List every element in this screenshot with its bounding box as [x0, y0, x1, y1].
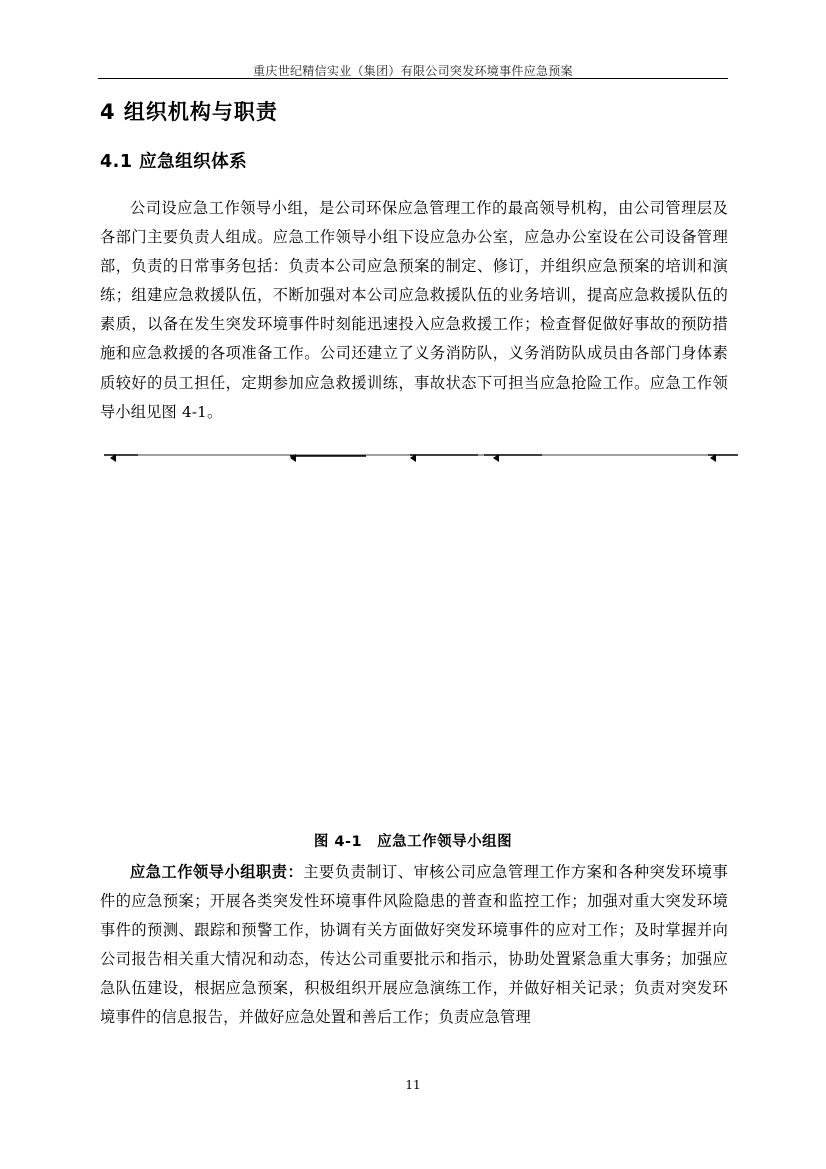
- figure-caption: 图 4-1 应急工作领导小组图: [313, 834, 513, 850]
- duties-text: 主要负责制订、审核公司应急管理工作方案和各种突发环境事件的应急预案；开展各类突发性环境事件风险隐患的普查和监控工作；加强对重大突发环境事件的预测、跟踪和预警工作，协调有关方面做好突发环境事件的应对工作；及时掌握并向公司报告相关重大情况和动态，传达公司重要批示和指示，协助处置紧急重大事务；加强应急队伍建设，根据应急预案，积极组织开展应急演练工作，并做好相关记录；负责对突发环境事件的信息报告，并做好应急处置和善后工作；负责应急管理: [100, 863, 729, 1027]
- subsection-heading: 4.1 应急组织体系: [100, 152, 248, 172]
- org-chart-connector: [98, 448, 738, 468]
- section-heading: 4 组织机构与职责: [100, 100, 278, 124]
- header-rule: [98, 78, 728, 79]
- duties-lead: 应急工作领导小组职责：: [130, 863, 304, 881]
- paragraph-org-system: 公司设应急工作领导小组，是公司环保应急管理工作的最高领导机构，由公司管理层及各部门主要负责人组成。应急工作领导小组下设应急办公室，应急办公室设在公司设备管理部，负责的日常事务包括：负责本公司应急预案的制定、修订，并组织应急预案的培训和演练；组建应急救援队伍，不断加强对本公司应急救援队伍的业务培训，提高应急救援队伍的素质，以备在发生突发环境事件时刻能迅速投入应急救援工作；检查督促做好事故的预防措施和应急救援的各项准备工作。公司还建立了义务消防队，义务消防队成员由各部门身体素质较好的员工担任，定期参加应急救援训练，事故状态下可担当应急抢险工作。应急工作领导小组见图 4-1。: [100, 199, 728, 421]
- org-chart-segments: [104, 455, 738, 456]
- page-number: 11: [405, 1078, 421, 1092]
- paragraph-duties: [100, 858, 728, 1033]
- running-header: 重庆世纪精信实业（集团）有限公司突发环境事件应急预案: [253, 64, 573, 78]
